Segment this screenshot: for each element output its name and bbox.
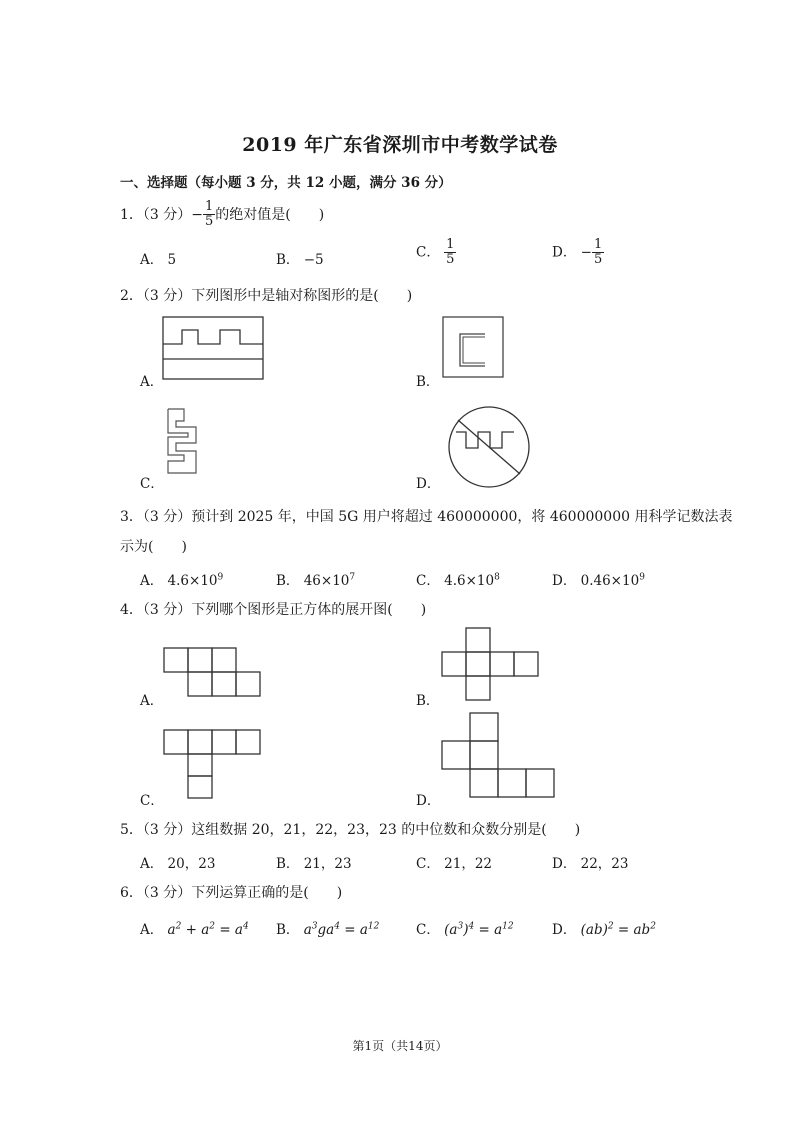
q2-figure-c <box>164 405 204 477</box>
fraction-denominator: 5 <box>593 252 603 268</box>
option-formula: $(a^3)^4 = a^{12}$ <box>444 921 514 938</box>
option-letter: C． <box>416 922 440 938</box>
q2-option-a[interactable]: A． <box>140 374 164 390</box>
fraction-numerator: 1 <box>205 199 214 214</box>
q1-option-a[interactable] <box>140 248 176 268</box>
page-title: 2019 年广东省深圳市中考数学试卷 <box>242 134 558 156</box>
option-value: 5 <box>167 252 177 268</box>
option-value: 0.46×10 <box>580 573 640 589</box>
q5-option-d[interactable] <box>552 852 628 872</box>
q6-option-c[interactable] <box>416 918 514 938</box>
fraction-numerator: 1 <box>593 237 603 252</box>
option-value: −5 <box>303 252 324 268</box>
option-letter: B． <box>276 856 300 872</box>
q1-option-b[interactable] <box>276 248 324 268</box>
question-4: 4．（3 分）下列哪个图形是正方体的展开图( ) <box>120 602 427 618</box>
option-letter: C． <box>416 573 440 589</box>
q5-option-a[interactable] <box>140 852 215 872</box>
q2-figure-d <box>444 402 534 492</box>
q4-option-b[interactable]: B． <box>416 693 440 709</box>
option-letter: C． <box>416 244 440 261</box>
option-formula: $a^3ga^4 = a^{12}$ <box>303 921 380 938</box>
question-1-sign: − <box>191 206 203 223</box>
q6-option-b[interactable] <box>276 918 379 938</box>
option-fraction <box>444 238 456 268</box>
option-letter: A． <box>140 252 164 268</box>
option-letter: A． <box>140 922 164 938</box>
option-value: 21，23 <box>303 856 352 872</box>
option-letter: D． <box>552 244 577 261</box>
q3-option-c[interactable] <box>416 569 500 589</box>
q2-option-d[interactable]: D． <box>416 476 441 492</box>
option-letter: B． <box>276 252 300 268</box>
question-3-line2: 示为( ) <box>120 539 187 555</box>
option-exponent: 7 <box>349 572 356 583</box>
option-formula: $(ab)^2 = ab^2$ <box>580 921 656 938</box>
q1-option-c[interactable] <box>416 238 456 268</box>
q4-option-a[interactable]: A． <box>140 693 164 709</box>
option-letter: D． <box>552 573 577 589</box>
question-5: 5．（3 分）这组数据 20，21，22，23，23 的中位数和众数分别是( ) <box>120 822 581 838</box>
question-1-fraction <box>203 200 215 230</box>
page-number: 第1页（共14页） <box>352 1039 448 1053</box>
question-1 <box>120 200 324 230</box>
q3-option-d[interactable] <box>552 569 645 589</box>
option-value: 4.6×10 <box>444 573 495 589</box>
q2-figure-b <box>440 314 506 382</box>
option-exponent: 9 <box>639 572 645 583</box>
option-value: 22，23 <box>580 856 629 872</box>
question-1-suffix: 的绝对值是( ) <box>215 206 325 223</box>
fraction-denominator: 5 <box>205 214 214 230</box>
option-value: 20，23 <box>167 856 216 872</box>
option-exponent: 9 <box>217 572 224 583</box>
option-letter: D． <box>552 856 577 872</box>
q5-option-c[interactable] <box>416 852 492 872</box>
option-value: 4.6×10 <box>167 573 218 589</box>
q4-option-d[interactable]: D． <box>416 793 441 809</box>
option-letter: B． <box>276 573 300 589</box>
q1-option-d[interactable] <box>552 238 604 268</box>
q4-figure-b <box>440 626 542 704</box>
section-heading: 一、选择题（每小题 3 分，共 12 小题，满分 36 分） <box>120 175 452 191</box>
q4-figure-d <box>440 711 560 803</box>
option-letter: A． <box>140 856 164 872</box>
q2-figure-a <box>160 314 266 382</box>
option-letter: D． <box>552 922 577 938</box>
q5-option-b[interactable] <box>276 852 352 872</box>
q4-figure-c <box>162 728 264 802</box>
q2-option-b[interactable]: B． <box>416 374 440 390</box>
option-formula: $a^2 + a^2 = a^4$ <box>167 921 249 938</box>
q2-option-c[interactable]: C． <box>140 476 164 492</box>
option-fraction <box>592 238 604 268</box>
question-3-line1: 3．（3 分）预计到 2025 年，中国 5G 用户将超过 460000000，将 460000000 用科学记数法表 <box>120 509 733 525</box>
fraction-denominator: 5 <box>446 252 455 268</box>
fraction-numerator: 1 <box>446 237 455 252</box>
option-value: 21，22 <box>444 856 492 872</box>
q4-figure-a <box>162 646 264 700</box>
question-6: 6．（3 分）下列运算正确的是( ) <box>120 885 343 901</box>
option-exponent: 8 <box>494 572 500 583</box>
q6-option-d[interactable] <box>552 918 656 938</box>
option-letter: C． <box>416 856 440 872</box>
question-2: 2．（3 分）下列图形中是轴对称图形的是( ) <box>120 288 413 304</box>
q3-option-a[interactable] <box>140 569 223 589</box>
option-sign: − <box>580 244 592 261</box>
option-value: 46×10 <box>303 573 350 589</box>
q4-option-c[interactable]: C． <box>140 793 164 809</box>
option-letter: B． <box>276 922 300 938</box>
q6-option-a[interactable] <box>140 918 249 938</box>
question-1-prefix: 1．（3 分） <box>120 206 192 223</box>
q3-option-b[interactable] <box>276 569 355 589</box>
option-letter: A． <box>140 573 164 589</box>
